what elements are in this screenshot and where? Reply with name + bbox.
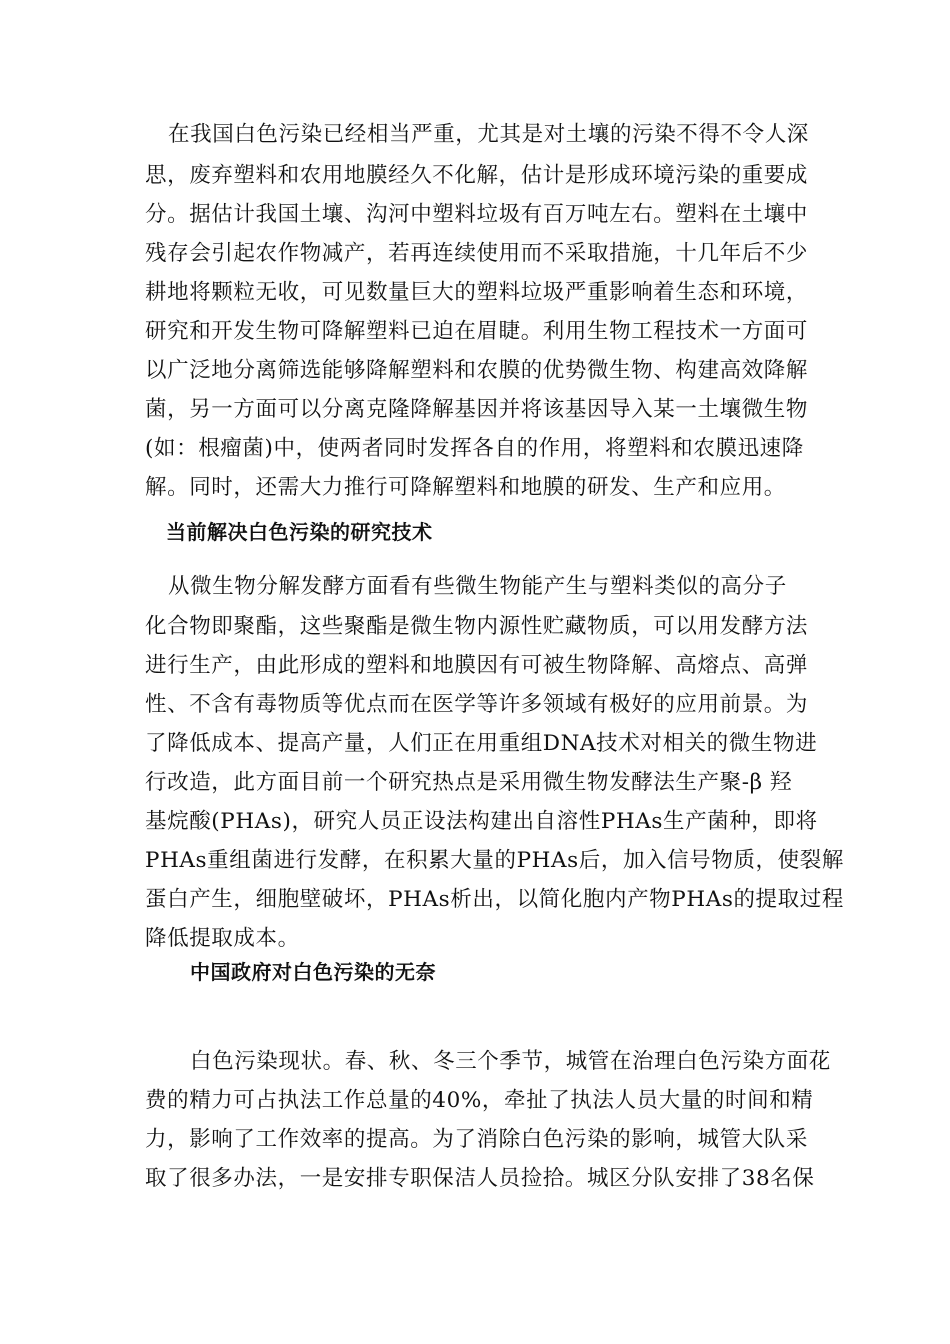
paragraph-2-line: 性、不含有毒物质等优点而在医学等许多领域有极好的应用前景。为 [145, 692, 809, 717]
section-heading: 中国政府对白色污染的无奈 [190, 960, 436, 984]
paragraph-1-line: 以广泛地分离筛选能够降解塑料和农膜的优势微生物、构建高效降解 [145, 358, 809, 383]
paragraph-1-line: 在我国白色污染已经相当严重，尤其是对土壤的污染不得不令人深 [168, 122, 809, 147]
paragraph-3-line: 费的精力可占执法工作总量的40%，牵扯了执法人员大量的时间和精 [145, 1088, 814, 1113]
paragraph-1-line: 解。同时，还需大力推行可降解塑料和地膜的研发、生产和应用。 [145, 475, 786, 500]
paragraph-1-line: 分。据估计我国土壤、沟河中塑料垃圾有百万吨左右。塑料在土壤中 [145, 202, 809, 227]
paragraph-2-line: 化合物即聚酯，这些聚酯是微生物内源性贮藏物质，可以用发酵方法 [145, 614, 809, 639]
paragraph-1-line: (如：根瘤菌)中，使两者同时发挥各自的作用，将塑料和农膜迅速降 [145, 436, 804, 461]
paragraph-1-line: 研究和开发生物可降解塑料已迫在眉睫。利用生物工程技术一方面可 [145, 319, 809, 344]
paragraph-2-line: 从微生物分解发酵方面看有些微生物能产生与塑料类似的高分子 [168, 574, 787, 599]
paragraph-2-line: 蛋白产生，细胞壁破坏，PHAs析出，以简化胞内产物PHAs的提取过程 [145, 887, 844, 912]
paragraph-1-line: 思，废弃塑料和农用地膜经久不化解，估计是形成环境污染的重要成 [145, 163, 809, 188]
paragraph-1-line: 耕地将颗粒无收，可见数量巨大的塑料垃圾严重影响着生态和环境， [145, 280, 809, 305]
paragraph-1-line: 菌，另一方面可以分离克隆降解基因并将该基因导入某一土壤微生物 [145, 397, 809, 422]
paragraph-2-line: PHAs重组菌进行发酵，在积累大量的PHAs后，加入信号物质，使裂解 [145, 848, 844, 873]
section-heading: 当前解决白色污染的研究技术 [166, 520, 433, 544]
paragraph-2-line: 降低提取成本。 [145, 926, 300, 951]
paragraph-3-line: 力，影响了工作效率的提高。为了消除白色污染的影响，城管大队采 [145, 1127, 809, 1152]
paragraph-1-line: 残存会引起农作物减产，若再连续使用而不采取措施，十几年后不少 [145, 241, 809, 266]
paragraph-2-line: 进行生产，由此形成的塑料和地膜因有可被生物降解、高熔点、高弹 [145, 653, 809, 678]
paragraph-3-line: 取了很多办法，一是安排专职保洁人员捡拾。城区分队安排了38名保 [145, 1166, 815, 1191]
paragraph-3-line: 白色污染现状。春、秋、冬三个季节，城管在治理白色污染方面花 [190, 1049, 831, 1074]
paragraph-2-line: 行改造，此方面目前一个研究热点是采用微生物发酵法生产聚-β 羟 [145, 770, 793, 795]
paragraph-2-line: 基烷酸(PHAs)，研究人员正设法构建出自溶性PHAs生产菌种，即将 [145, 809, 818, 834]
paragraph-2-line: 了降低成本、提高产量，人们正在用重组DNA技术对相关的微生物进 [145, 731, 818, 756]
